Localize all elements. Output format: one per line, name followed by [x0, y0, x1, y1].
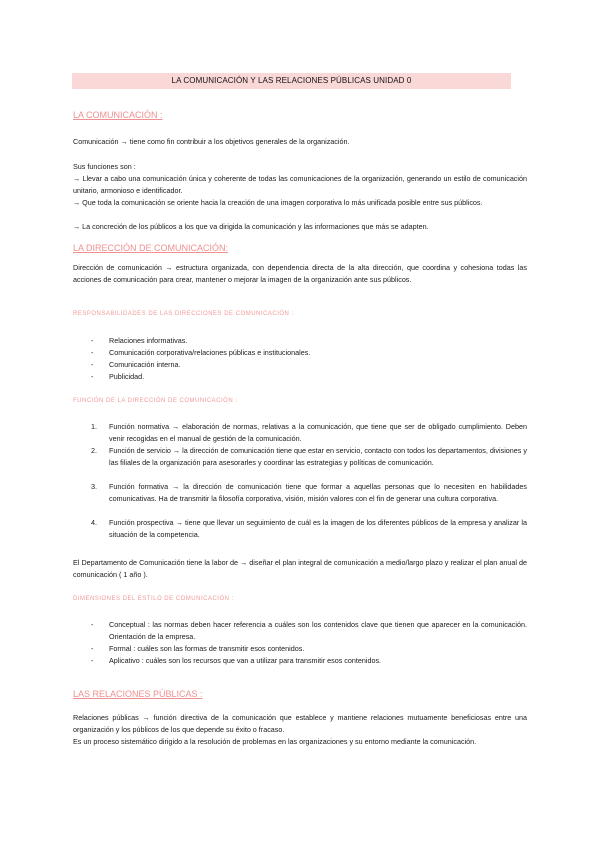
list-item-text: Conceptual : las normas deben hacer referencia a cuáles son los contenidos clave que tienen que aparecer en la comunicación. Orientación de la empresa. [109, 620, 527, 641]
bullet-mark: - [91, 348, 94, 357]
funcion-item-1: → Llevar a cabo una comunicación única y coherente de todas las comunicaciones de la organización, generando un estilo de comunicación unitario, armonioso e identificador. [73, 174, 527, 195]
list-item-text: Comunicación corporativa/relaciones públicas e institucionales. [109, 348, 311, 357]
heading-funcion-direccion: FUNCIÓN DE LA DIRECCIÓN DE COMUNICACIÓN : [73, 398, 238, 404]
comunicacion-definition: Comunicación → tiene como fin contribuir a los objetivos generales de la organización. [73, 137, 350, 146]
heading-responsabilidades: RESPONSABILIDADES DE LAS DIRECCIONES DE COMUNICACIÓN : [73, 311, 294, 317]
heading-comunicacion: LA COMUNICACIÓN : [73, 110, 163, 120]
bullet-mark: - [91, 360, 94, 369]
list-item-text: Publicidad. [109, 372, 145, 381]
numbered-item-text: Función formativa → la dirección de comunicación tiene que formar a aquellas personas que lo necesiten en habilidades comunicativas. Ha de transmitir la filosofía corporativa, visión, misión valores con el fin de generar una cultura corporativa. [109, 482, 527, 503]
heading-direccion: LA DIRECCIÓN DE COMUNICACIÓN: [73, 243, 229, 253]
bullet-mark: - [91, 336, 94, 345]
bullet-mark: - [91, 620, 94, 629]
item-number: 3. [91, 482, 97, 491]
numbered-item-text: Función de servicio → la dirección de comunicación tiene que estar en servicio, contacto con todos los departamentos, divisiones y las filiales de la organización para asesorarles y coordinar las estrategias y políticas de comunicación. [109, 446, 527, 467]
rrpp-process: Es un proceso sistemático dirigido a la resolución de problemas en las organizaciones y su entorno mediante la comunicación. [73, 737, 477, 746]
heading-relaciones-publicas: LAS RELACIONES PÚBLICAS : [73, 689, 203, 699]
item-number: 1. [91, 422, 97, 431]
direccion-definition: Dirección de comunicación → estructura organizada, con dependencia directa de la alta dirección, que coordina y cohesiona todas las acciones de comunicación para crear, mantener o mejorar la imagen de la organización ante sus públicos. [73, 263, 527, 284]
funcion-item-3: → La concreción de los públicos a los que va dirigida la comunicación y las informaciones que más se adapten. [73, 222, 429, 231]
list-item-text: Aplicativo : cuáles son los recursos que van a utilizar para transmitir esos contenidos. [109, 656, 382, 665]
departamento-paragraph: El Departamento de Comunicación tiene la labor de → diseñar el plan integral de comunicación a medio/largo plazo y realizar el plan anual de comunicación ( 1 año ). [73, 558, 527, 579]
list-item-text: Relaciones informativas. [109, 336, 188, 345]
numbered-item-text: Función prospectiva → tiene que llevar un seguimiento de cuál es la imagen de los diferentes públicos de la empresa y analizar la situación de la competencia. [109, 518, 527, 539]
rrpp-definition: Relaciones públicas → función directiva de la comunicación que establece y mantiene relaciones mutuamente beneficiosas entre una organización y los públicos de los que depende su éxito o fracaso. [73, 713, 527, 734]
item-number: 4. [91, 518, 97, 527]
bullet-mark: - [91, 372, 94, 381]
bullet-mark: - [91, 644, 94, 653]
funciones-intro: Sus funciones son : [73, 162, 136, 171]
funcion-item-2: → Que toda la comunicación se oriente hacia la creación de una imagen corporativa lo más unificada posible entre sus públicos. [73, 198, 483, 207]
numbered-item-text: Función normativa → elaboración de normas, relativas a la comunicación, que tiene que ser de obligado cumplimiento. Deben venir recogidas en el manual de gestión de la comunicación. [109, 422, 527, 443]
document-title: LA COMUNICACIÓN Y LAS RELACIONES PÚBLICAS UNIDAD 0 [72, 73, 511, 89]
list-item-text: Comunicación interna. [109, 360, 181, 369]
heading-dimensiones: DIMENSIONES DEL ESTILO DE COMUNICACIÓN : [73, 596, 234, 602]
item-number: 2. [91, 446, 97, 455]
list-item-text: Formal : cuáles son las formas de transmitir esos contenidos. [109, 644, 305, 653]
bullet-mark: - [91, 656, 94, 665]
